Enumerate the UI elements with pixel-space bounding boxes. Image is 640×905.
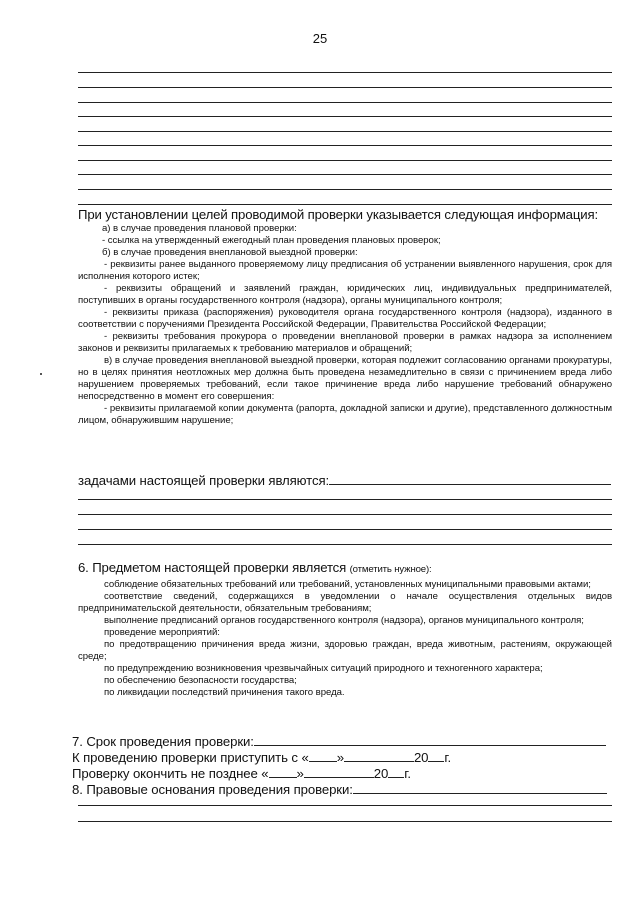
section6-item-liquidation[interactable]: по ликвидации последствий причинения такого вреда. bbox=[104, 687, 345, 698]
start-date-prefix: К проведению проверки приступить с « bbox=[72, 750, 309, 765]
section8-blank-line[interactable] bbox=[78, 805, 612, 806]
section6-title-row bbox=[78, 561, 612, 577]
section8-input[interactable] bbox=[353, 781, 607, 794]
tasks-blank-line[interactable] bbox=[78, 529, 612, 530]
purpose-line-prosecutor: - реквизиты требования прокурора о проведении внеплановой проверки в рамках надзора за исполнением законов и реквизиты прилагаемых к требованию материалов и обращений; bbox=[78, 331, 612, 354]
start-year-input[interactable] bbox=[428, 749, 444, 762]
section6-item-harm-prevention[interactable]: по предотвращению причинения вреда жизни, здоровью граждан, вреда животным, растениям, окружающей среде; bbox=[78, 639, 612, 662]
start-date-row bbox=[72, 749, 451, 766]
purpose-line-order: - реквизиты приказа (распоряжения) руководителя органа государственного контроля (надзора), изданного в соответствии с поручениями Президента Российской Федерации, Правительства Российской Федерации; bbox=[78, 307, 612, 330]
section6-item-requirements[interactable]: соблюдение обязательных требований или требований, установленных муниципальными правовыми актами; bbox=[104, 579, 591, 590]
section6-items bbox=[78, 579, 612, 699]
start-month-input[interactable] bbox=[344, 749, 414, 762]
tasks-blank-line[interactable] bbox=[78, 514, 612, 515]
end-month-input[interactable] bbox=[304, 765, 374, 778]
purpose-line-copy: - реквизиты прилагаемой копии документа (рапорта, докладной записки и другие), представленного должностным лицом, обнаружившим нарушение; bbox=[78, 403, 612, 426]
blank-line[interactable] bbox=[78, 102, 612, 103]
end-date-row bbox=[72, 765, 411, 782]
blank-line[interactable] bbox=[78, 131, 612, 132]
section6-item-measures[interactable]: проведение мероприятий: bbox=[104, 627, 220, 638]
section6 bbox=[78, 561, 612, 699]
purpose-line-appeals: - реквизиты обращений и заявлений граждан, юридических лиц, индивидуальных предпринимателей, поступивших в органы государственного контроля (надзора), органы муниципального контроля; bbox=[78, 283, 612, 306]
purpose-line-b: б) в случае проведения внеплановой выездной проверки: bbox=[102, 247, 358, 258]
section6-title: 6. Предметом настоящей проверки является bbox=[78, 560, 347, 575]
tasks-input[interactable] bbox=[329, 472, 611, 485]
section6-item-prescriptions[interactable]: выполнение предписаний органов государственного контроля (надзора), органов муниципального контроля; bbox=[104, 615, 584, 626]
end-date-suffix: г. bbox=[404, 766, 411, 781]
section6-item-notification[interactable]: соответствие сведений, содержащихся в уведомлении о начале осуществления отдельных видов предпринимательской деятельности, обязательным требованиям; bbox=[78, 591, 612, 614]
section7-input[interactable] bbox=[254, 733, 606, 746]
start-date-suffix: г. bbox=[444, 750, 452, 765]
end-day-input[interactable] bbox=[269, 765, 297, 778]
end-date-mid: » bbox=[296, 766, 304, 781]
section7-title: 7. Срок проведения проверки: bbox=[72, 734, 254, 749]
blank-line[interactable] bbox=[78, 87, 612, 88]
tasks-blank-line[interactable] bbox=[78, 499, 612, 500]
end-year-input[interactable] bbox=[388, 765, 404, 778]
section6-item-emergency[interactable]: по предупреждению возникновения чрезвычайных ситуаций природного и техногенного характера; bbox=[104, 663, 543, 674]
section6-item-security[interactable]: по обеспечению безопасности государства; bbox=[104, 675, 297, 686]
blank-line[interactable] bbox=[78, 72, 612, 73]
end-date-prefix: Проверку окончить не позднее « bbox=[72, 766, 269, 781]
section6-note: (отметить нужное): bbox=[349, 564, 432, 575]
section7-title-row bbox=[72, 733, 606, 750]
blank-line[interactable] bbox=[78, 116, 612, 117]
section8-title: 8. Правовые основания проведения проверки: bbox=[72, 782, 353, 797]
tasks-label: задачами настоящей проверки являются: bbox=[78, 473, 330, 488]
purpose-lines bbox=[78, 223, 612, 427]
blank-line[interactable] bbox=[78, 145, 612, 146]
blank-line[interactable] bbox=[78, 174, 612, 175]
start-day-input[interactable] bbox=[309, 749, 337, 762]
end-year-prefix: 20 bbox=[373, 766, 389, 781]
tasks-row bbox=[78, 472, 611, 489]
purpose-line-a: а) в случае проведения плановой проверки: bbox=[102, 223, 297, 234]
scan-speck bbox=[40, 373, 42, 375]
purpose-heading: При установлении целей проводимой проверки указывается следующая информация: bbox=[78, 207, 598, 222]
purpose-line-prescription: - реквизиты ранее выданного проверяемому лицу предписания об устранении выявленного нарушения, срок для исполнения которого истек; bbox=[78, 259, 612, 282]
section8-blank-line[interactable] bbox=[78, 821, 612, 822]
purpose-line-a-ref: - ссылка на утвержденный ежегодный план проведения плановых проверок; bbox=[102, 235, 441, 246]
section8-title-row bbox=[72, 781, 607, 798]
page-number: 25 bbox=[312, 31, 328, 46]
tasks-blank-line[interactable] bbox=[78, 544, 612, 545]
start-date-mid: » bbox=[336, 750, 344, 765]
blank-line[interactable] bbox=[78, 189, 612, 190]
purpose-block bbox=[78, 208, 612, 427]
blank-line[interactable] bbox=[78, 204, 612, 205]
blank-line[interactable] bbox=[78, 160, 612, 161]
start-year-prefix: 20 bbox=[413, 750, 429, 765]
purpose-line-c: в) в случае проведения внеплановой выездной проверки, которая подлежит согласованию органами прокуратуры, но в целях принятия неотложных мер должна быть проведена незамедлительно в связи с причинением вреда либо нарушением проверяемых требований, если такое причинение вреда либо нарушение требований обнаружено непосредственно в момент его совершения: bbox=[78, 355, 612, 402]
